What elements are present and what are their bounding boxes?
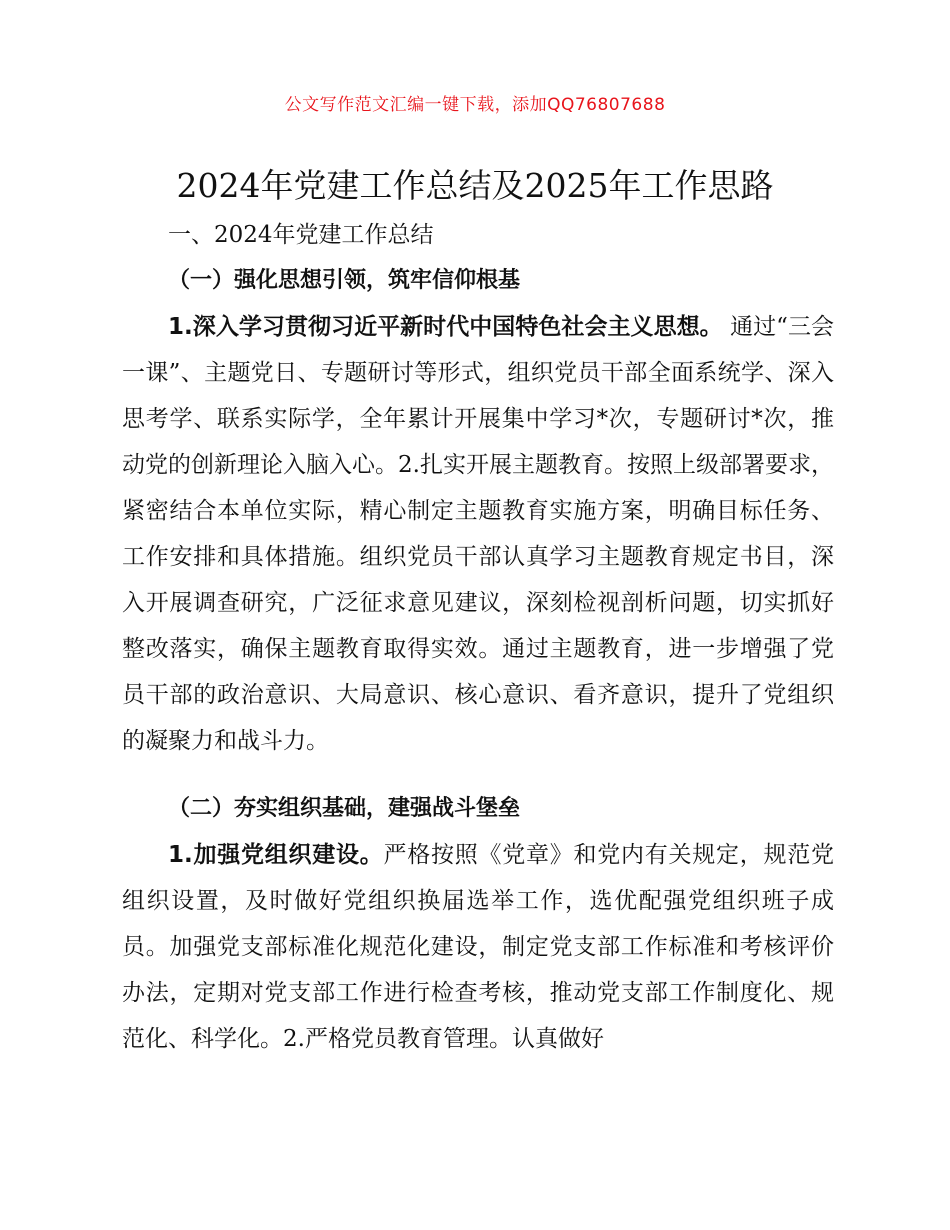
paragraph-ideology — [122, 304, 834, 784]
section-heading-summary: 一、2024年党建工作总结 — [168, 222, 434, 248]
paragraph-body-party-building: 严格按照《党章》和党内有关规定，规范党组织设置，及时做好党组织换届选举工作，选优配强党组织班子成员。加强党支部标准化规范化建设，制定党支部工作标准和考核评价办法，定期对党支部工作进行检查考核，推动党支部工作制度化、规范化、科学化。2.严格党员教育管理。认真做好 — [122, 842, 834, 1052]
subsection-heading-ideology: （一）强化思想引领，筑牢信仰根基 — [168, 268, 521, 293]
ad-header-text: 公文写作范文汇编一键下载，添加QQ76807688 — [284, 95, 666, 115]
subsection-heading-organization: （二）夯实组织基础，建强战斗堡垒 — [168, 796, 521, 821]
document-title: 2024年党建工作总结及2025年工作思路 — [176, 166, 774, 205]
paragraph-body-study: 通过“三会一课”、主题党日、专题研讨等形式，组织党员干部全面系统学、深入思考学、联系实际学，全年累计开展集中学习*次，专题研讨*次，推动党的创新理论入脑入心。2.扎实开展主题教育。按照上级部署要求，紧密结合本单位实际，精心制定主题教育实施方案，明确目标任务、工作安排和具体措施。组织党员干部认真学习主题教育规定书目，深入开展调查研究，广泛征求意见建议，深刻检视剖析问题，切实抓好整改落实，确保主题教育取得实效。通过主题教育，进一步增强了党员干部的政治意识、大局意识、核心意识、看齐意识，提升了党组织的凝聚力和战斗力。 — [122, 314, 834, 754]
paragraph-lead-party-building: 1.加强党组织建设。 — [168, 842, 384, 868]
paragraph-lead-study: 1.深入学习贯彻习近平新时代中国特色社会主义思想。 — [168, 314, 723, 340]
paragraph-organization — [122, 832, 834, 1064]
